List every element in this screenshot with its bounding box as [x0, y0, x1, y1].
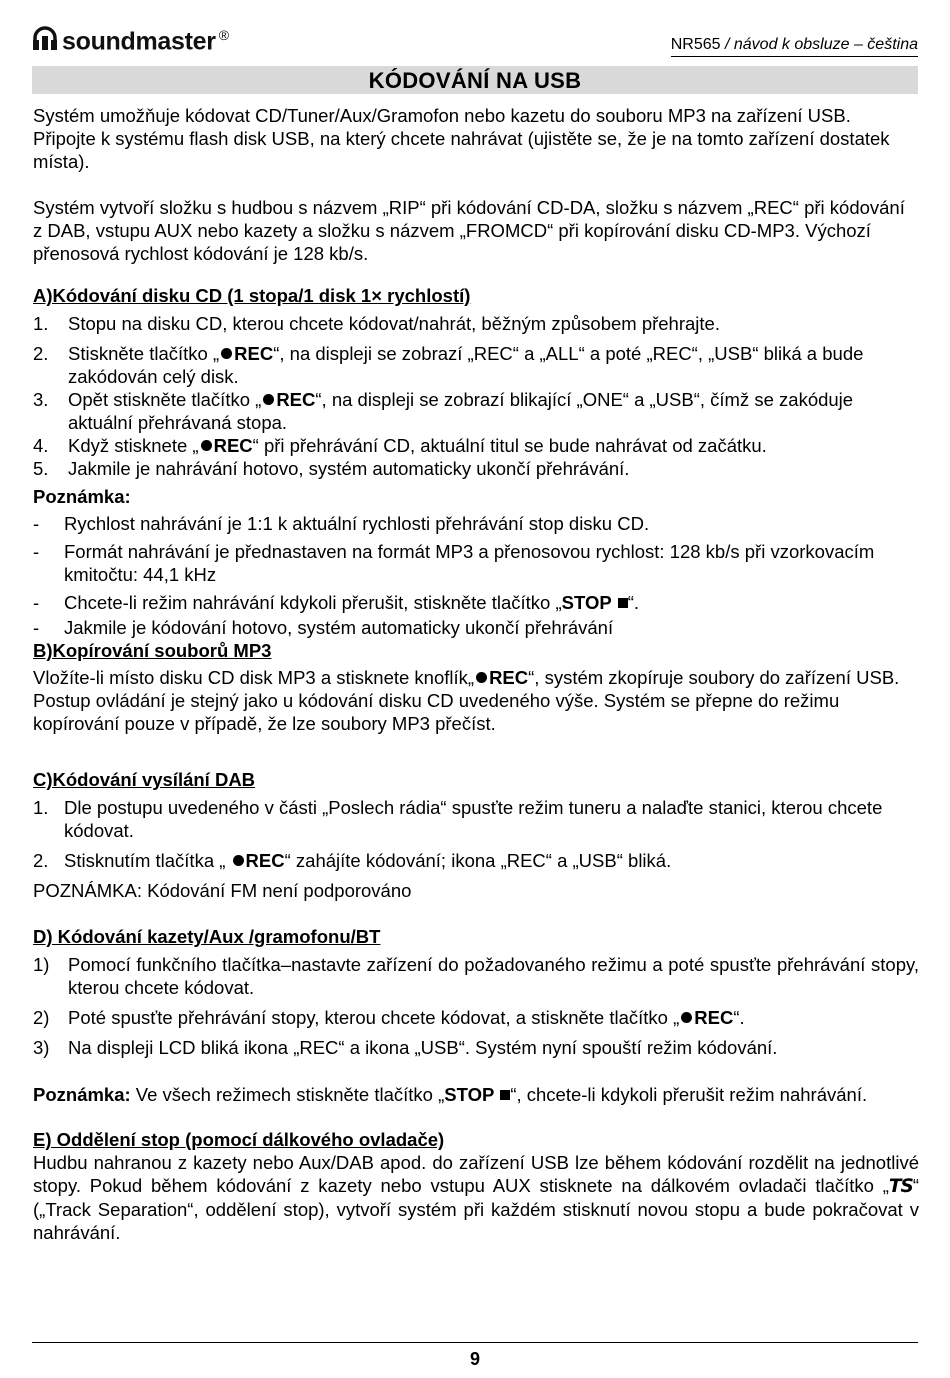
list-item: 5. Jakmile je nahrávání hotovo, systém automaticky ukončí přehrávání.	[33, 458, 630, 479]
section-b-paragraph: Vložíte-li místo disku CD disk MP3 a stisknete knoflík„ REC“, systém zkopíruje soubory do zařízení USB. Postup ovládání je stejný jako u kódování disku CD uvedeného výše. Systém se přepne do režimu kopírování pouze v případě, že lze soubory MP3 přečíst.	[33, 667, 900, 734]
record-dot-icon	[476, 672, 487, 683]
brand-name: soundmaster ®	[62, 27, 229, 56]
intro-paragraph-1: Systém umožňuje kódovat CD/Tuner/Aux/Gramofon nebo kazetu do souboru MP3 na zařízení USB.	[33, 105, 851, 126]
rec-button-label: REC	[489, 667, 529, 688]
record-dot-icon	[681, 1012, 692, 1023]
section-d-heading: D) Kódování kazety/Aux /gramofonu/BT	[33, 926, 381, 947]
document-reference: NR565 / návod k obsluze – čeština	[671, 36, 918, 57]
section-c-heading: C)Kódování vysílání DAB	[33, 769, 256, 790]
rec-button-label: REC	[234, 343, 274, 364]
stop-square-icon	[618, 598, 628, 608]
page-content	[33, 104, 919, 1244]
list-item: 2. Stisknutím tlačítka „ REC“ zahájíte kódování; ikona „REC“ a „USB“ bliká.	[33, 850, 672, 871]
list-item: 1) Pomocí funkčního tlačítka–nastavte zařízení do požadovaného režimu a poté spusťte přehrávání stopy, kterou chcete kódovat.	[33, 954, 919, 998]
rec-button-label: REC	[245, 850, 285, 871]
list-item: 1. Dle postupu uvedeného v části „Poslech rádia“ spusťte režim tuneru a nalaďte stanici, kterou chcete kódovat.	[33, 797, 883, 841]
note-item: - Chcete-li režim nahrávání kdykoli přerušit, stiskněte tlačítko „STOP “.	[33, 592, 639, 613]
list-item: 3. Opět stiskněte tlačítko „ REC“, na displeji se zobrazí blikající „ONE“ a „USB“, čímž se zakóduje aktuální přehrávaná stopa.	[33, 389, 854, 433]
stop-square-icon	[500, 1090, 510, 1100]
intro-paragraph-2: Připojte k systému flash disk USB, na který chcete nahrávat (ujistěte se, že je na tomto zařízení dostatek místa).	[33, 128, 890, 172]
list-item: 4. Když stisknete „ REC“ při přehrávání CD, aktuální titul se bude nahrávat od začátku.	[33, 435, 767, 456]
section-a-heading: A)Kódování disku CD (1 stopa/1 disk 1× rychlostí)	[33, 285, 471, 306]
note-item: - Jakmile je kódování hotovo, systém automaticky ukončí přehrávání	[33, 617, 614, 638]
note-heading: Poznámka:	[33, 486, 131, 507]
soundmaster-logo-icon	[32, 26, 58, 52]
rec-button-label: REC	[694, 1007, 734, 1028]
note-item: - Rychlost nahrávání je 1:1 k aktuální rychlosti přehrávání stop disku CD.	[33, 513, 650, 534]
intro-paragraph-3: Systém vytvoří složku s hudbou s názvem „RIP“ při kódování CD-DA, složku s názvem „REC“ při kódování z DAB, vstupu AUX nebo kazety a složku s názvem „FROMCD“ při kopírování disku CD-MP3. Výchozí přenosová rychlost kódování je 128 kb/s.	[33, 197, 905, 264]
section-e-heading: E) Oddělení stop (pomocí dálkového ovladače)	[33, 1129, 445, 1150]
record-dot-icon	[221, 348, 232, 359]
rec-button-label: REC	[213, 435, 253, 456]
track-separation-icon: TS	[888, 1176, 913, 1197]
stop-button-label: STOP	[561, 592, 612, 613]
record-dot-icon	[233, 855, 244, 866]
rec-button-label: REC	[276, 389, 316, 410]
brand-logo	[32, 24, 229, 54]
list-item: 2. Stiskněte tlačítko „ REC“, na displeji se zobrazí „REC“ a „ALL“ a poté „REC“, „USB“ bliká a bude zakódován celý disk.	[33, 343, 864, 387]
footer-divider	[32, 1342, 918, 1343]
section-b-heading: B)Kopírování souborů MP3	[33, 640, 272, 661]
record-dot-icon	[263, 394, 274, 405]
list-item: 2) Poté spusťte přehrávání stopy, kterou chcete kódovat, a stiskněte tlačítko „ REC“.	[33, 1007, 745, 1028]
list-item: 1. Stopu na disku CD, kterou chcete kódovat/nahrát, běžným způsobem přehrajte.	[33, 313, 720, 334]
list-item: 3) Na displeji LCD bliká ikona „REC“ a ikona „USB“. Systém nyní spouští režim kódování.	[33, 1037, 778, 1058]
section-c-note: POZNÁMKA: Kódování FM není podporováno	[33, 880, 412, 901]
stop-button-label: STOP	[444, 1084, 495, 1105]
page-number: 9	[469, 1349, 480, 1369]
registered-mark: ®	[218, 27, 229, 44]
note-item: - Formát nahrávání je přednastaven na formát MP3 a přenosovou rychlost: 128 kb/s při vzorkovacím kmitočtu: 44,1 kHz	[33, 541, 875, 585]
record-dot-icon	[201, 440, 212, 451]
title-bar	[32, 66, 918, 94]
section-d-note: Poznámka: Ve všech režimech stiskněte tlačítko „STOP “, chcete-li kdykoli přerušit režim nahrávání.	[33, 1084, 868, 1105]
section-e-paragraph: Hudbu nahranou z kazety nebo Aux/DAB apod. do zařízení USB lze během kódování rozdělit na jednotlivé stopy. Pokud během kódování z kazety nebo vstupu AUX stisknete na dálkovém ovladači tlačítko „TS“ („Track Separation“, oddělení stop), vytvoří systém při každém stisknutí novou stopu a bude pokračovat v nahrávání.	[33, 1152, 919, 1243]
page-title: KÓDOVÁNÍ NA USB	[368, 68, 582, 93]
